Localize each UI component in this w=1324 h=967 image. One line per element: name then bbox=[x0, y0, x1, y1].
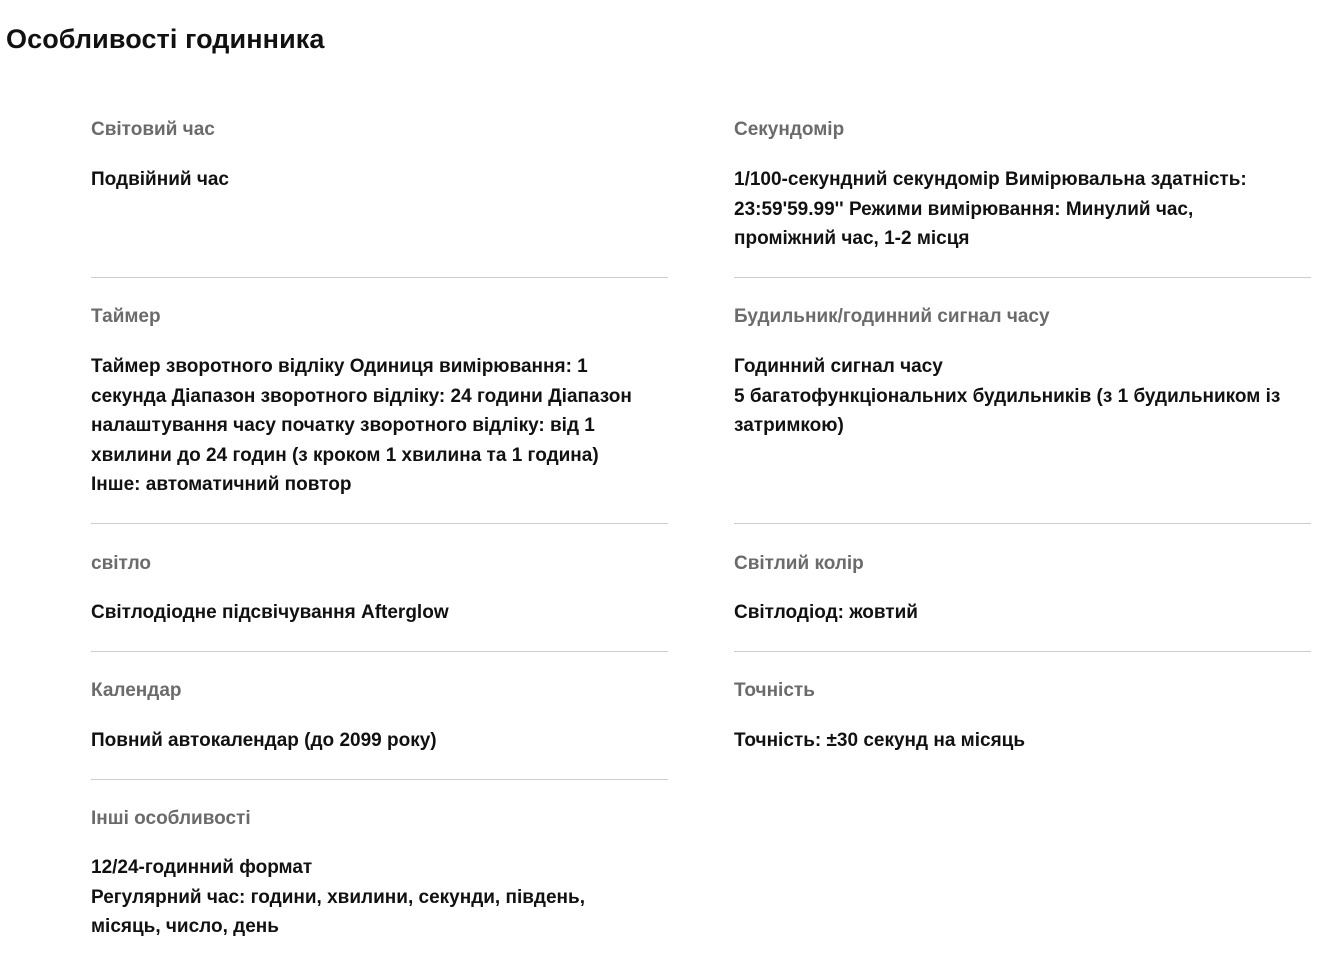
divider bbox=[734, 277, 1311, 278]
spec-value-line: 1/100-секундний секундомір Вимірювальна здатність: bbox=[734, 169, 1247, 190]
spec-value-line: 5 багатофункціональних будильників (з 1 будильником із bbox=[734, 385, 1281, 407]
spec-label-alarm: Будильник/годинний сигнал часу bbox=[734, 306, 1050, 327]
spec-value-line: Подвійний час bbox=[91, 169, 229, 190]
spec-value-line: Регулярний час: години, хвилини, секунди, південь, bbox=[91, 886, 585, 908]
spec-value-line: Світлодіодне підсвічування Afterglow bbox=[91, 602, 449, 623]
divider bbox=[734, 651, 1311, 652]
spec-label-world-time: Світовий час bbox=[91, 119, 215, 140]
divider bbox=[91, 651, 668, 652]
spec-value-line: Точність: ±30 секунд на місяць bbox=[734, 730, 1026, 751]
spec-value-line: проміжний час, 1-2 місця bbox=[734, 228, 970, 250]
divider bbox=[91, 277, 668, 278]
spec-value-timer bbox=[91, 352, 668, 500]
spec-label-light: світло bbox=[91, 553, 152, 574]
spec-value-line: налаштування часу початку зворотного відліку: від 1 bbox=[91, 415, 595, 437]
spec-value-line: місяць, число, день bbox=[91, 916, 279, 938]
spec-value-line: Інше: автоматичний повтор bbox=[91, 474, 352, 496]
spec-value-stopwatch bbox=[734, 165, 1311, 254]
spec-label-stopwatch: Секундомір bbox=[734, 119, 845, 140]
spec-value-line: затримкою) bbox=[734, 415, 844, 437]
spec-value-accuracy bbox=[734, 726, 1311, 756]
divider bbox=[734, 523, 1311, 524]
spec-label-accuracy: Точність bbox=[734, 680, 815, 701]
spec-label-timer: Таймер bbox=[91, 306, 161, 327]
spec-value-line: 23:59'59.99'' Режими вимірювання: Минулий час, bbox=[734, 198, 1194, 220]
spec-value-line: 12/24-годинний формат bbox=[91, 857, 313, 878]
spec-value-alarm bbox=[734, 352, 1311, 441]
spec-value-light bbox=[91, 598, 668, 628]
spec-label-calendar: Календар bbox=[91, 680, 182, 701]
spec-value-line: Світлодіод: жовтий bbox=[734, 602, 918, 623]
spec-value-world-time bbox=[91, 165, 668, 195]
spec-value-line: секунда Діапазон зворотного відліку: 24 години Діапазон bbox=[91, 385, 632, 407]
spec-label-other-features: Інші особливості bbox=[91, 808, 251, 829]
spec-value-line: Годинний сигнал часу bbox=[734, 356, 943, 377]
divider bbox=[91, 779, 668, 780]
spec-value-line: Повний автокалендар (до 2099 року) bbox=[91, 730, 437, 751]
spec-value-line: хвилини до 24 годин (з кроком 1 хвилина та 1 година) bbox=[91, 444, 599, 466]
page-title: Особливості годинника bbox=[6, 24, 325, 54]
spec-value-line: Таймер зворотного відліку Одиниця вимірювання: 1 bbox=[91, 356, 588, 377]
spec-value-light-color bbox=[734, 598, 1311, 628]
spec-label-light-color: Світлий колір bbox=[734, 553, 864, 574]
spec-value-other-features bbox=[91, 853, 668, 942]
spec-value-calendar bbox=[91, 726, 668, 756]
divider bbox=[91, 523, 668, 524]
